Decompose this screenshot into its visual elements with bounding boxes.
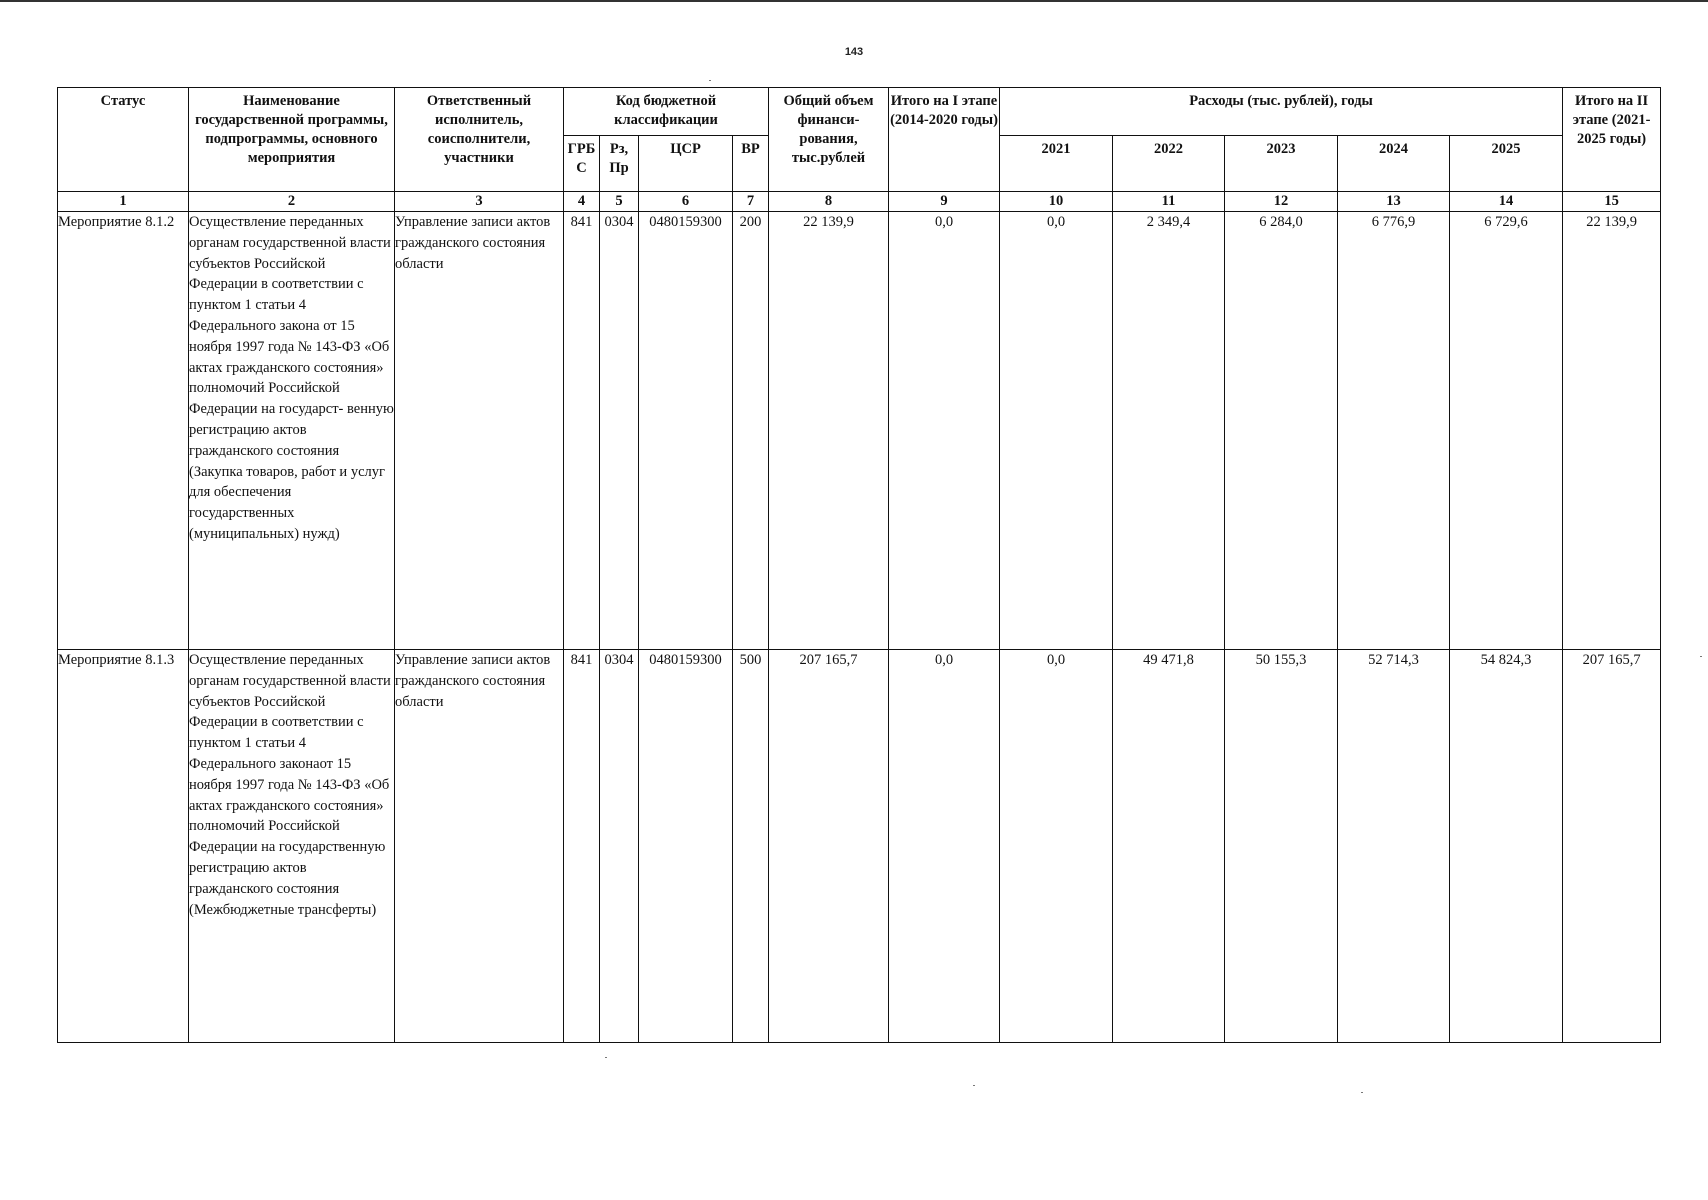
header-budget-code: Код бюджетной классификации xyxy=(564,88,769,136)
cell-vr: 500 xyxy=(733,650,769,1043)
header-year-2021: 2021 xyxy=(1000,136,1113,192)
cell-vr: 200 xyxy=(733,212,769,650)
scan-speck xyxy=(1700,656,1702,657)
cell-executor: Управление записи актов гражданского состояния области xyxy=(395,212,564,650)
header-executor: Ответственный исполнитель, соисполнители, участники xyxy=(395,88,564,192)
cell-executor: Управление записи актов гражданского состояния области xyxy=(395,650,564,1043)
cell-stage2: 207 165,7 xyxy=(1563,650,1661,1043)
cell-csr: 0480159300 xyxy=(639,650,733,1043)
cell-stage1: 0,0 xyxy=(889,212,1000,650)
cell-2023: 6 284,0 xyxy=(1225,212,1338,650)
column-number: 1 xyxy=(58,192,189,212)
cell-2022: 49 471,8 xyxy=(1113,650,1225,1043)
budget-table xyxy=(57,87,1661,1043)
column-number: 7 xyxy=(733,192,769,212)
cell-name: Осуществление переданных органам государственной власти субъектов Российской Федерации в соответствии с пунктом 1 статьи 4 Федерального закона от 15 ноября 1997 года № 143-ФЗ «Об актах гражданского состояния» полномочий Российской Федерации на государст- венную регистрацию актов гражданского состояния (Закупка товаров, работ и услуг для обеспечения государственных (муниципальных) нужд) xyxy=(189,212,395,650)
column-number: 15 xyxy=(1563,192,1661,212)
cell-stage2: 22 139,9 xyxy=(1563,212,1661,650)
column-number: 6 xyxy=(639,192,733,212)
header-status: Статус xyxy=(58,88,189,192)
scan-speck xyxy=(1361,1092,1363,1093)
cell-2022: 2 349,4 xyxy=(1113,212,1225,650)
cell-rzpr: 0304 xyxy=(600,212,639,650)
header-year-2024: 2024 xyxy=(1338,136,1450,192)
cell-2025: 6 729,6 xyxy=(1450,212,1563,650)
header-stage1: Итого на I этапе (2014-2020 годы) xyxy=(889,88,1000,192)
cell-csr: 0480159300 xyxy=(639,212,733,650)
column-number: 5 xyxy=(600,192,639,212)
cell-status: Мероприятие 8.1.3 xyxy=(58,650,189,1043)
page-top-edge xyxy=(0,0,1708,2)
cell-grbs: 841 xyxy=(564,212,600,650)
header-expenses: Расходы (тыс. рублей), годы xyxy=(1000,88,1563,136)
cell-status: Мероприятие 8.1.2 xyxy=(58,212,189,650)
cell-2024: 6 776,9 xyxy=(1338,212,1450,650)
header-year-2022: 2022 xyxy=(1113,136,1225,192)
column-number: 14 xyxy=(1450,192,1563,212)
header-name: Наименование государственной программы, подпрограммы, основного мероприятия xyxy=(189,88,395,192)
scan-speck xyxy=(709,80,711,81)
column-number: 13 xyxy=(1338,192,1450,212)
cell-total: 22 139,9 xyxy=(769,212,889,650)
cell-rzpr: 0304 xyxy=(600,650,639,1043)
header-csr: ЦСР xyxy=(639,136,733,192)
header-grbs: ГРБ С xyxy=(564,136,600,192)
column-number: 2 xyxy=(189,192,395,212)
column-number: 10 xyxy=(1000,192,1113,212)
scan-speck xyxy=(605,1057,607,1058)
cell-2024: 52 714,3 xyxy=(1338,650,1450,1043)
cell-grbs: 841 xyxy=(564,650,600,1043)
column-number: 11 xyxy=(1113,192,1225,212)
cell-name: Осуществление переданных органам государственной власти субъектов Российской Федерации в соответствии с пунктом 1 статьи 4 Федерального законаот 15 ноября 1997 года № 143-ФЗ «Об актах гражданского состояния» полномочий Российской Федерации на государственную регистрацию актов гражданского состояния (Межбюджетные трансферты) xyxy=(189,650,395,1043)
column-number: 8 xyxy=(769,192,889,212)
column-number: 3 xyxy=(395,192,564,212)
cell-2025: 54 824,3 xyxy=(1450,650,1563,1043)
header-year-2023: 2023 xyxy=(1225,136,1338,192)
page-number: 143 xyxy=(844,46,864,58)
column-number: 12 xyxy=(1225,192,1338,212)
scan-speck xyxy=(973,1085,975,1086)
cell-2021: 0,0 xyxy=(1000,650,1113,1043)
header-rzpr: Рз, Пр xyxy=(600,136,639,192)
column-number: 9 xyxy=(889,192,1000,212)
table-row xyxy=(58,650,1661,1043)
cell-2021: 0,0 xyxy=(1000,212,1113,650)
table-row xyxy=(58,212,1661,650)
header-total-volume: Общий объем финанси- рования, тыс.рублей xyxy=(769,88,889,192)
cell-stage1: 0,0 xyxy=(889,650,1000,1043)
column-number: 4 xyxy=(564,192,600,212)
header-vr: ВР xyxy=(733,136,769,192)
header-stage2: Итого на II этапе (2021- 2025 годы) xyxy=(1563,88,1661,192)
cell-2023: 50 155,3 xyxy=(1225,650,1338,1043)
header-year-2025: 2025 xyxy=(1450,136,1563,192)
cell-total: 207 165,7 xyxy=(769,650,889,1043)
